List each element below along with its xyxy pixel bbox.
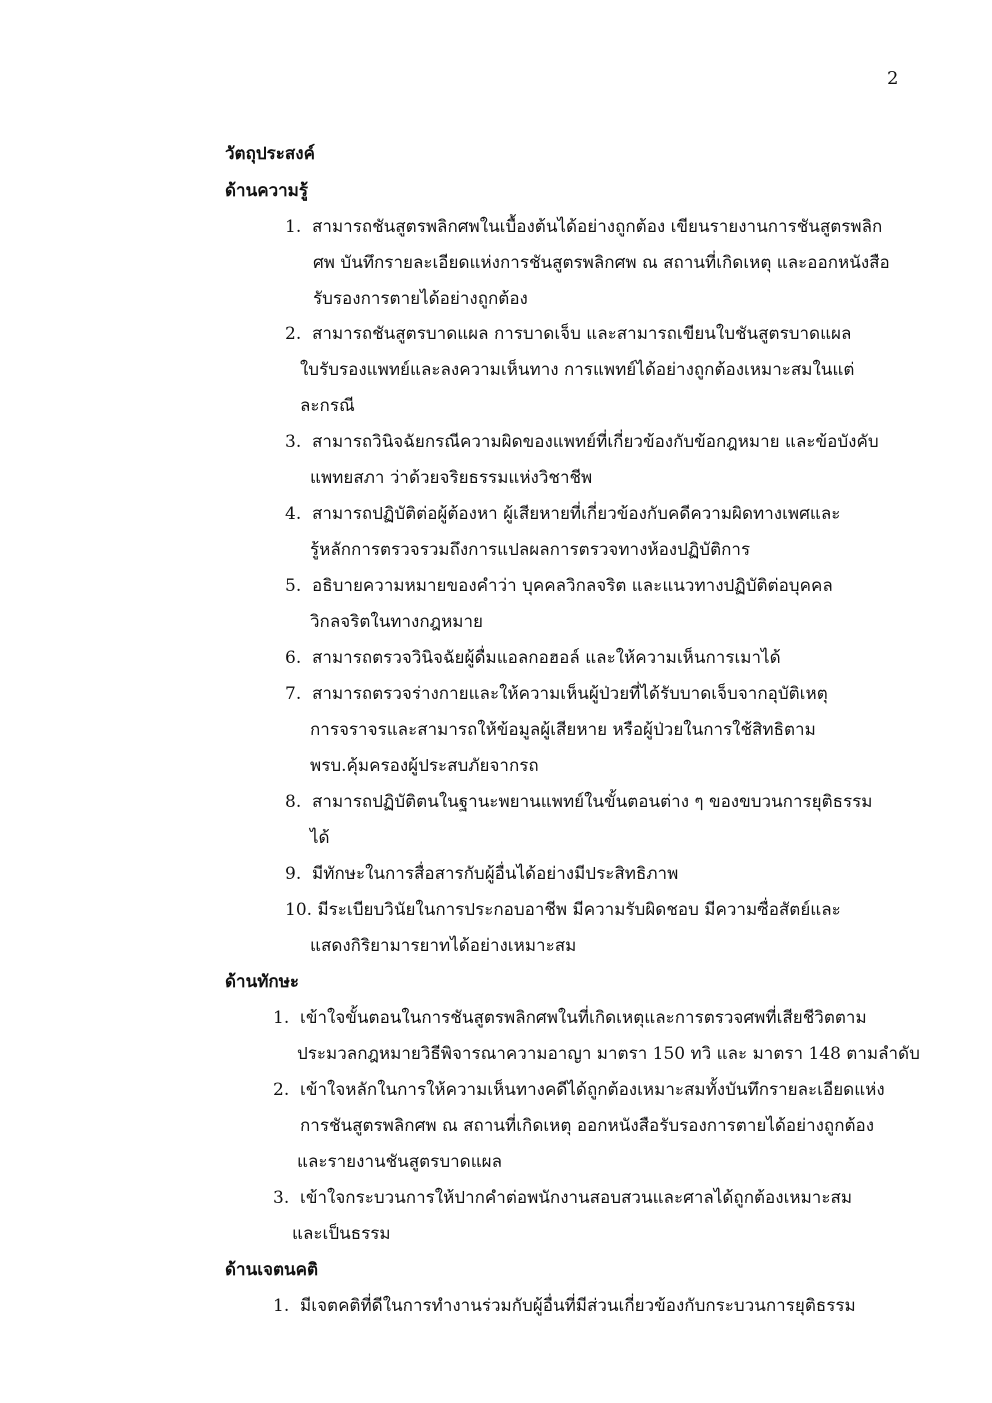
item-number: 2. — [285, 324, 302, 344]
section-heading-knowledge: ด้านความรู้ — [225, 181, 309, 201]
item-text: ละกรณี — [300, 396, 355, 416]
item-number: 9. — [285, 864, 302, 884]
item-number: 1. — [273, 1296, 290, 1316]
item-text: ใบรับรองแพทย์และลงความเห็นทาง การแพทย์ได้อย่างถูกต้องเหมาะสมในแต่ — [300, 360, 855, 380]
item-number: 1. — [273, 1008, 290, 1028]
item-text: รู้หลักการตรวจรวมถึงการแปลผลการตรวจทางห้องปฏิบัติการ — [310, 540, 751, 560]
item-text: มีเจตคติที่ดีในการทำงานร่วมกับผู้อื่นที่มีส่วนเกี่ยวข้องกับกระบวนการยุติธรรม — [300, 1296, 856, 1316]
item-number: 3. — [285, 432, 302, 452]
item-text: ศพ บันทึกรายละเอียดแห่งการชันสูตรพลิกศพ ณ สถานที่เกิดเหตุ และออกหนังสือ — [313, 253, 890, 273]
item-text: มีระเบียบวินัยในการประกอบอาชีพ มีความรับผิดชอบ มีความซื่อสัตย์และ — [317, 900, 841, 920]
item-text: ประมวลกฎหมายวิธีพิจารณาความอาญา มาตรา 150 ทวิ และ มาตรา 148 ตามลำดับ — [297, 1044, 920, 1064]
item-number: 6. — [285, 648, 302, 668]
item-number: 2. — [273, 1080, 290, 1100]
item-number: 5. — [285, 576, 302, 596]
item-text: สามารถตรวจร่างกายและให้ความเห็นผู้ป่วยที่ได้รับบาดเจ็บจากอุบัติเหตุ — [312, 684, 828, 704]
item-text: รับรองการตายได้อย่างถูกต้อง — [313, 289, 528, 309]
item-number: 4. — [285, 504, 302, 524]
item-number: 3. — [273, 1188, 290, 1208]
item-text: การชันสูตรพลิกศพ ณ สถานที่เกิดเหตุ ออกหนังสือรับรองการตายได้อย่างถูกต้อง — [300, 1116, 875, 1136]
item-text: แสดงกิริยามารยาทได้อย่างเหมาะสม — [310, 936, 577, 956]
item-text: และรายงานชันสูตรบาดแผล — [297, 1152, 503, 1172]
item-number: 8. — [285, 792, 302, 812]
item-text: วิกลจริตในทางกฎหมาย — [310, 612, 483, 632]
item-number: 1. — [285, 217, 302, 237]
item-text: เข้าใจกระบวนการให้ปากคำต่อพนักงานสอบสวนและศาลได้ถูกต้องเหมาะสม — [300, 1188, 853, 1208]
section-heading-attitude: ด้านเจตนคติ — [225, 1260, 319, 1280]
item-number: 10. — [285, 900, 313, 920]
section-heading-skills: ด้านทักษะ — [225, 972, 300, 992]
item-text: แพทยสภา ว่าด้วยจริยธรรมแห่งวิชาชีพ — [310, 468, 593, 488]
item-text: พรบ.คุ้มครองผู้ประสบภัยจากรถ — [310, 756, 539, 776]
item-text: สามารถชันสูตรบาดแผล การบาดเจ็บ และสามารถเขียนใบชันสูตรบาดแผล — [312, 324, 852, 344]
page-number: 2 — [887, 68, 899, 89]
item-text: เข้าใจหลักในการให้ความเห็นทางคดีได้ถูกต้องเหมาะสมทั้งบันทึกรายละเอียดแห่ง — [300, 1080, 885, 1100]
item-text: มีทักษะในการสื่อสารกับผู้อื่นได้อย่างมีประสิทธิภาพ — [312, 864, 679, 884]
document-title: วัตถุประสงค์ — [225, 144, 315, 164]
item-text: อธิบายความหมายของคำว่า บุคคลวิกลจริต และแนวทางปฏิบัติต่อบุคคล — [312, 576, 833, 596]
item-text: และเป็นธรรม — [292, 1224, 391, 1244]
item-text: สามารถวินิจฉัยกรณีความผิดของแพทย์ที่เกี่ยวข้องกับข้อกฎหมาย และข้อบังคับ — [312, 432, 879, 452]
item-text: สามารถปฏิบัติต่อผู้ต้องหา ผู้เสียหายที่เกี่ยวข้องกับคดีความผิดทางเพศและ — [312, 504, 841, 524]
item-text: สามารถตรวจวินิจฉัยผู้ดื่มแอลกอฮอล์ และให้ความเห็นการเมาได้ — [312, 648, 781, 668]
item-text: การจราจรและสามารถให้ข้อมูลผู้เสียหาย หรือผู้ป่วยในการใช้สิทธิตาม — [310, 720, 816, 740]
item-text: ได้ — [310, 828, 330, 848]
item-text: สามารถปฏิบัติตนในฐานะพยานแพทย์ในขั้นตอนต่าง ๆ ของขบวนการยุติธรรม — [312, 792, 873, 812]
item-text: เข้าใจขั้นตอนในการชันสูตรพลิกศพในที่เกิดเหตุและการตรวจศพที่เสียชีวิตตาม — [300, 1008, 867, 1028]
item-text: สามารถชันสูตรพลิกศพในเบื้องต้นได้อย่างถูกต้อง เขียนรายงานการชันสูตรพลิก — [312, 217, 883, 237]
item-number: 7. — [285, 684, 302, 704]
